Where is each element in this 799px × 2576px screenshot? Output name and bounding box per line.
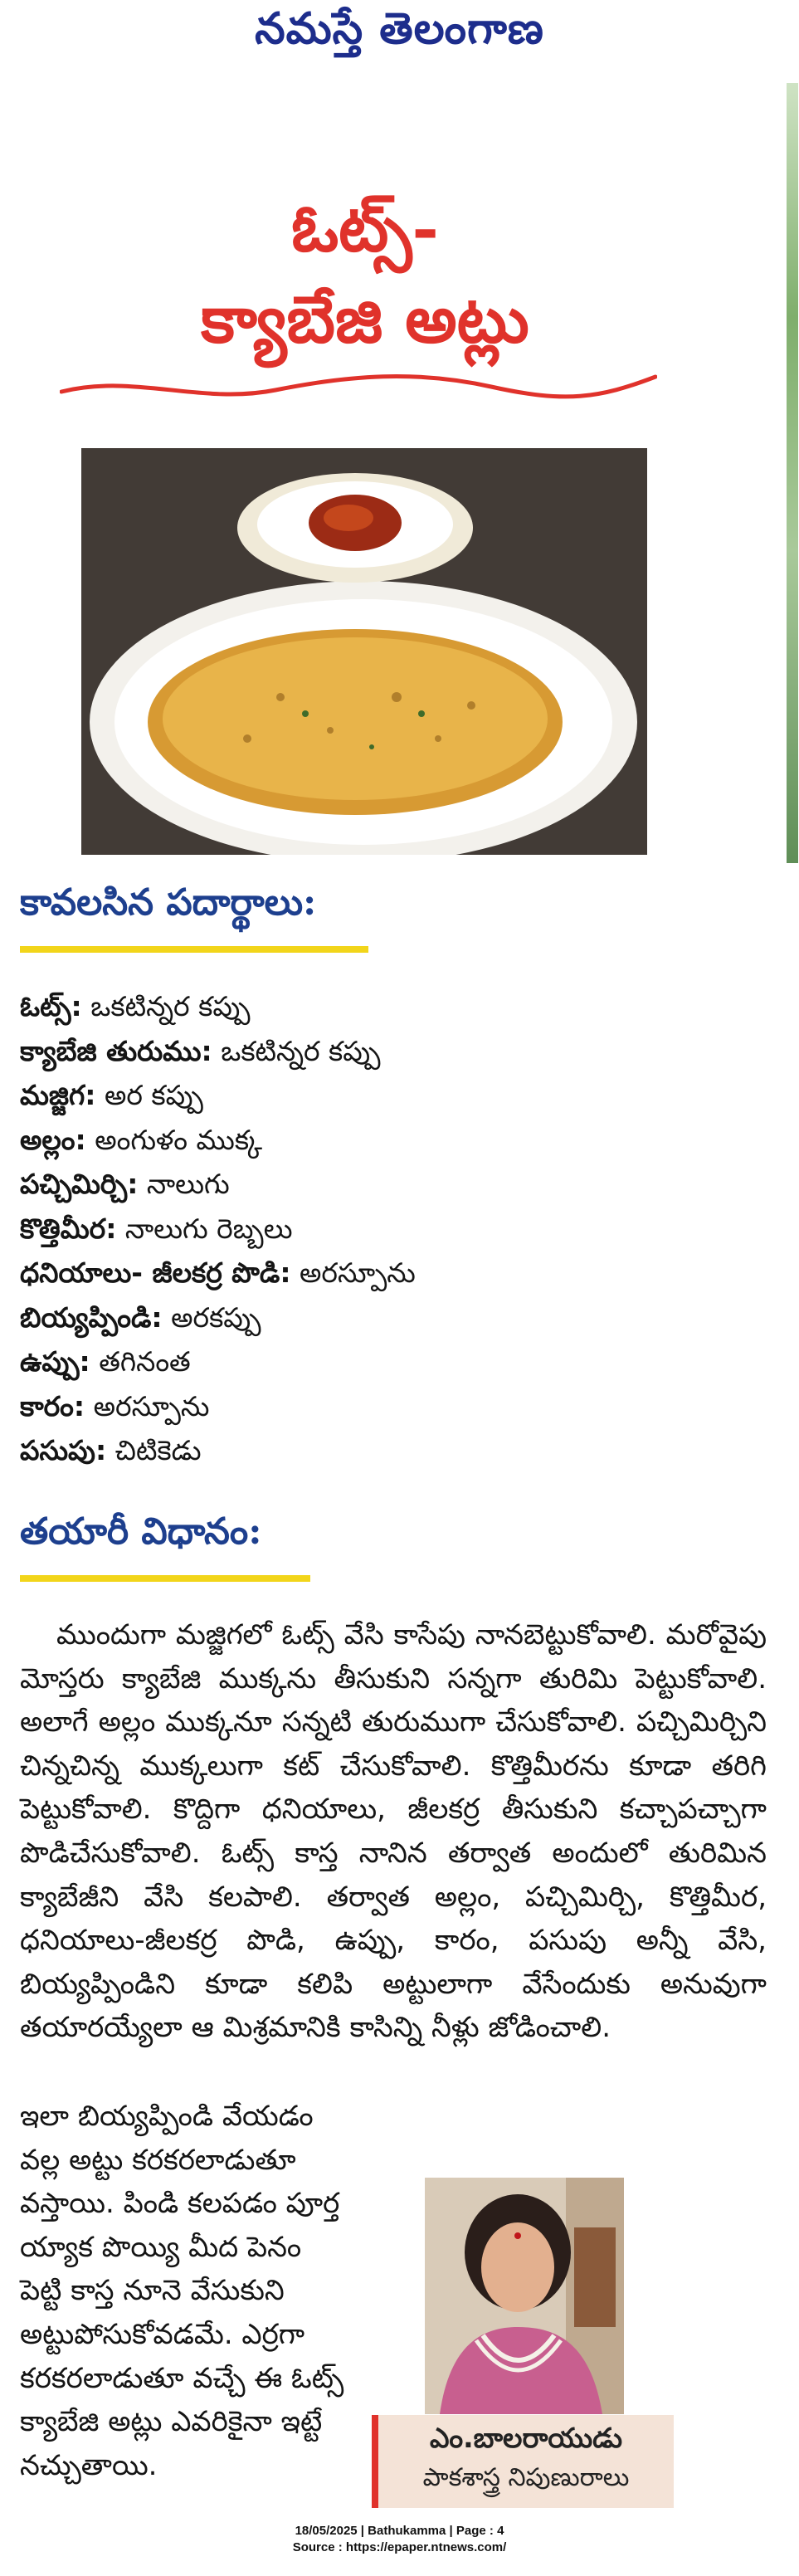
ingredient-name: ధనియాలు- జీలకర్ర పొడి: (20, 1256, 291, 1289)
ingredient-quantity: ఒకటిన్నర కప్పు (81, 990, 251, 1022)
dish-photo (81, 448, 647, 855)
ingredient-name: అల్లం: (20, 1123, 86, 1156)
ingredients-heading-underline (20, 946, 368, 953)
ingredient-name: మజ్జిగ: (20, 1079, 96, 1111)
ingredients-heading: కావలసిన పదార్థాలు: (20, 881, 317, 924)
ingredient-quantity: అర కప్పు (95, 1079, 203, 1111)
author-role: పాకశాస్త్ర నిపుణురాలు (422, 2463, 630, 2492)
ingredient-name: ఓట్స్: (20, 990, 82, 1022)
footer-source: Source : https://epaper.ntnews.com/ (292, 2540, 507, 2554)
ingredient-item (20, 1207, 767, 1251)
ingredient-name: కారం: (20, 1389, 85, 1422)
ingredient-quantity: అరస్పూను (290, 1256, 416, 1289)
ingredient-item (20, 1295, 767, 1340)
author-portrait (425, 2178, 624, 2414)
ingredient-name: ఉప్పు: (20, 1345, 90, 1378)
closing-line: వల్ల అట్టు కరకరలాడుతూ (20, 2143, 296, 2177)
closing-line: కరకరలాడుతూ వచ్చే ఈ ఓట్స్ (20, 2361, 344, 2395)
ingredient-quantity: అంగుళం ముక్క (85, 1123, 263, 1156)
masthead: నమస్తే తెలంగాణ (255, 3, 544, 54)
closing-line: క్యాబేజి అట్లు ఎవరికైనా ఇట్టే (20, 2405, 323, 2439)
ingredient-quantity: నాలుగు (138, 1168, 230, 1200)
recipe-title-line2: క్యాబేజి అట్లు (201, 282, 529, 358)
title-wave-decoration (60, 362, 657, 412)
ingredient-item (20, 1251, 767, 1295)
ingredient-name: బియ్యప్పిండి: (20, 1300, 163, 1334)
closing-line: నచ్చుతాయి. (20, 2448, 158, 2482)
ingredients-list (20, 984, 767, 1473)
closing-line: ఇలా బియ్యప్పిండి వేయడం (20, 2100, 314, 2133)
page-footer (0, 2523, 799, 2556)
ingredient-quantity: ఒకటిన్నర కప్పు (212, 1034, 381, 1067)
ingredient-name: పచ్చిమిర్చి: (20, 1168, 139, 1200)
ingredient-name: క్యాబేజి తురుము: (20, 1034, 212, 1067)
preparation-closing (20, 2095, 368, 2487)
adjacent-photo-edge (787, 83, 798, 863)
recipe-title-line1: ఓట్స్- (291, 191, 439, 266)
ingredient-name: పసుపు: (20, 1434, 107, 1466)
preparation-heading-underline (20, 1575, 310, 1582)
preparation-paragraph: ముందుగా మజ్జిగలో ఓట్స్ వేసి కాసేపు నానబెట్టుకోవాలి. మరోవైపు మోస్తరు క్యాబేజి ముక్కను తీసుకుని సన్నగా తురిమి పెట్టుకోవాలి. అలాగే అల్లం ముక్కనూ సన్నటి తురుముగా చేసుకోవాలి. పచ్చిమిర్చిని చిన్నచిన్న ముక్కలుగా కట్ చేసుకోవాలి. కొత్తిమీరను కూడా తరిగి పెట్టుకోవాలి. కొద్దిగా ధనియాలు, జీలకర్ర తీసుకుని కచ్చాపచ్చాగా పొడిచేసుకోవాలి. ఓట్స్ కాస్త నానిన తర్వాత అందులో తురిమిన క్యాబేజీని వేసి కలపాలి. తర్వాత అల్లం, పచ్చిమిర్చి, కొత్తిమీర, ధనియాలు-జీలకర్ర పొడి, ఉప్పు, కారం, పసుపు అన్నీ వేసి, బియ్యప్పిండిని కూడా కలిపి అట్టులాగా వేసేందుకు అనువుగా తయారయ్యేలా ఆ మిశ్రమానికి కాసిన్ని నీళ్లు జోడించాలి. (20, 1618, 767, 2045)
closing-line: య్యాక పొయ్యి మీద పెనం (20, 2230, 302, 2264)
ingredient-item (20, 1339, 767, 1384)
ingredient-item (20, 1162, 767, 1207)
ingredient-quantity: చిటికెడు (106, 1434, 202, 1466)
ingredient-item (20, 1029, 767, 1074)
ingredient-item (20, 1118, 767, 1163)
closing-line: అట్టుపోసుకోవడమే. ఎర్రగా (20, 2317, 305, 2351)
ingredient-quantity: నాలుగు రెబ్బలు (116, 1212, 293, 1245)
author-name: ఎం.బాలరాయుడు (429, 2422, 623, 2454)
closing-line: పెట్టి కాస్త నూనె వేసుకుని (20, 2274, 285, 2308)
ingredient-item (20, 1428, 767, 1473)
ingredient-item (20, 984, 767, 1029)
author-credit (372, 2415, 674, 2508)
preparation-heading: తయారీ విధానం: (20, 1510, 262, 1553)
footer-edition: 18/05/2025 | Bathukamma | Page : 4 (295, 2524, 504, 2538)
ingredient-item (20, 1384, 767, 1429)
closing-line: వస్తాయి. పిండి కలపడం పూర్త (20, 2187, 340, 2221)
ingredient-quantity: తగినంత (90, 1345, 191, 1378)
ingredient-item (20, 1073, 767, 1118)
ingredient-quantity: అరకప్పు (162, 1300, 261, 1334)
ingredient-name: కొత్తిమీర: (20, 1212, 117, 1245)
ingredient-quantity: అరస్పూను (85, 1389, 210, 1422)
